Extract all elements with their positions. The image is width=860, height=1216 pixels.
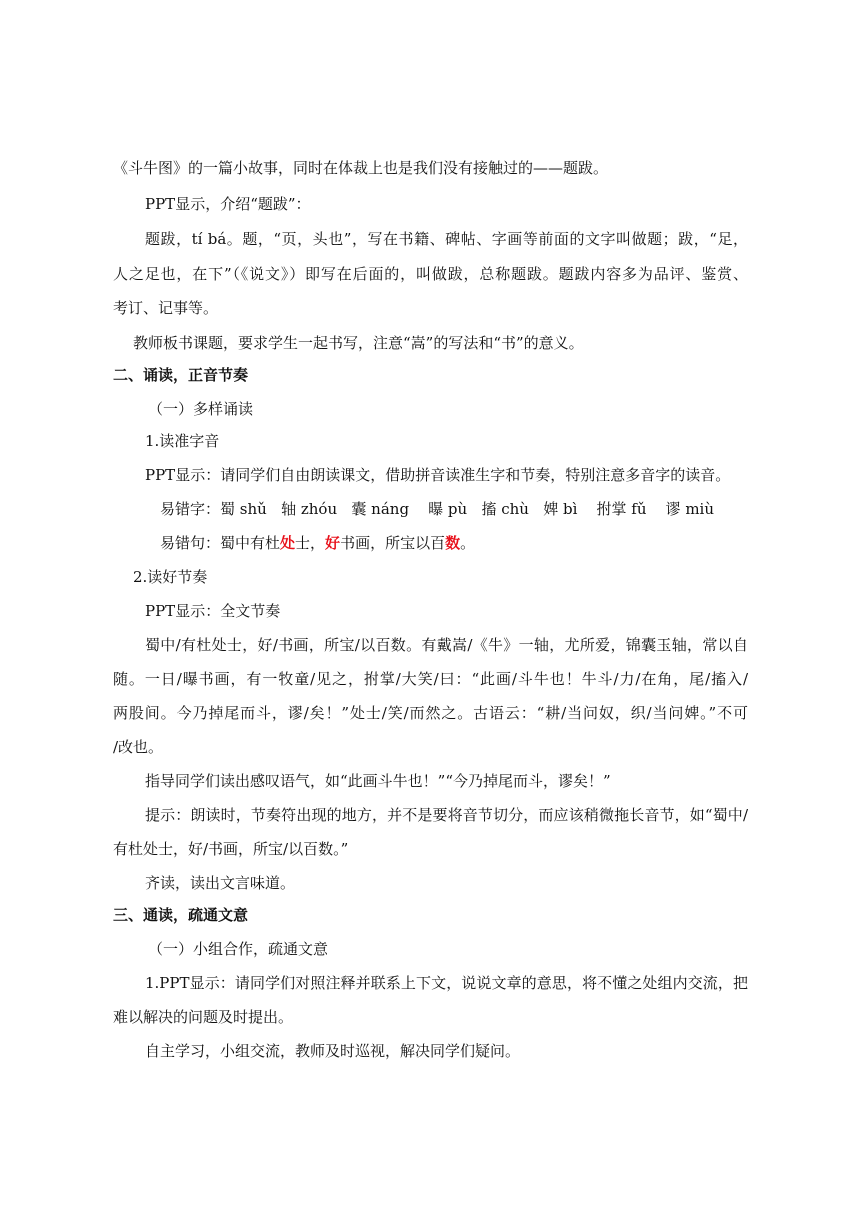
text-line: 难以解决的问题及时提出。 [113, 1008, 294, 1026]
text-line: 1.读准字音 [145, 432, 220, 450]
sentence-text: 士， [295, 534, 326, 552]
highlighted-char: 好 [325, 534, 341, 552]
section-heading: 二、诵读，正音节奏 [113, 366, 249, 384]
sentence-text: 易错句：蜀中有杜 [160, 534, 281, 552]
sentence-text: 书画，所宝以百 [340, 534, 446, 552]
text-line: 齐读，读出文言味道。 [145, 874, 296, 892]
subsection-heading: （一）小组合作，疏通文意 [148, 940, 329, 958]
text-line: 指导同学们读出感叹语气，如“此画斗牛也！”“今乃掉尾而斗，谬矣！” [145, 772, 611, 790]
error-prone-sentence [160, 533, 475, 553]
text-line: 两股间。今乃掉尾而斗，谬/矣！”处士/笑/而然之。古语云：“耕/当问奴，织/当问婢。”不可 [113, 704, 748, 722]
highlighted-char: 数 [445, 534, 461, 552]
text-line: 人之足也，在下”（《说文》）即写在后面的，叫做跋，总称题跋。题跋内容多为品评、鉴赏、 [113, 265, 748, 283]
text-line: 1.PPT显示：请同学们对照注释并联系上下文，说说文章的意思，将不懂之处组内交流，把 [145, 974, 748, 992]
text-line: 提示：朗读时，节奏符出现的地方，并不是要将音节切分，而应该稍微拖长音节，如“蜀中/ [145, 806, 748, 824]
text-line: PPT显示：全文节奏 [145, 602, 281, 620]
subsection-heading: （一）多样诵读 [148, 400, 254, 418]
text-line: 有杜处士，好/书画，所宝/以百数。” [113, 840, 349, 858]
text-line: 易错字：蜀 shǔ 轴 zhóu 囊 náng 曝 pù 搐 chù 婢 bì 拊掌 fǔ 谬 miù [160, 500, 714, 518]
text-line: 自主学习，小组交流，教师及时巡视，解决同学们疑问。 [145, 1042, 521, 1060]
highlighted-char: 处 [280, 534, 296, 552]
text-line: 随。一日/曝书画，有一牧童/见之，拊掌/大笑/曰：“此画/斗牛也！牛斗/力/在角，尾/搐入/ [113, 670, 748, 688]
text-line: PPT显示：请同学们自由朗读课文，借助拼音读准生字和节奏，特别注意多音字的读音。 [145, 466, 731, 484]
text-line: 教师板书课题，要求学生一起书写，注意“嵩”的写法和“书”的意义。 [133, 334, 584, 352]
text-line: 2.读好节奏 [133, 568, 208, 586]
text-line: /改也。 [113, 738, 164, 756]
text-line: 题跋，tí bá。题，“页，头也”，写在书籍、碑帖、字画等前面的文字叫做题；跋，“足， [145, 230, 748, 248]
text-line: 考订、记事等。 [113, 299, 219, 317]
section-heading: 三、通读，疏通文意 [113, 906, 249, 924]
text-line: 蜀中/有杜处士，好/书画，所宝/以百数。有戴嵩/《牛》一轴，尤所爱，锦囊玉轴，常以自 [145, 636, 748, 654]
sentence-text: 。 [460, 534, 476, 552]
text-line: 《斗牛图》的一篇小故事，同时在体裁上也是我们没有接触过的——题跋。 [113, 159, 609, 177]
text-line: PPT显示，介绍“题跋”： [145, 195, 311, 213]
